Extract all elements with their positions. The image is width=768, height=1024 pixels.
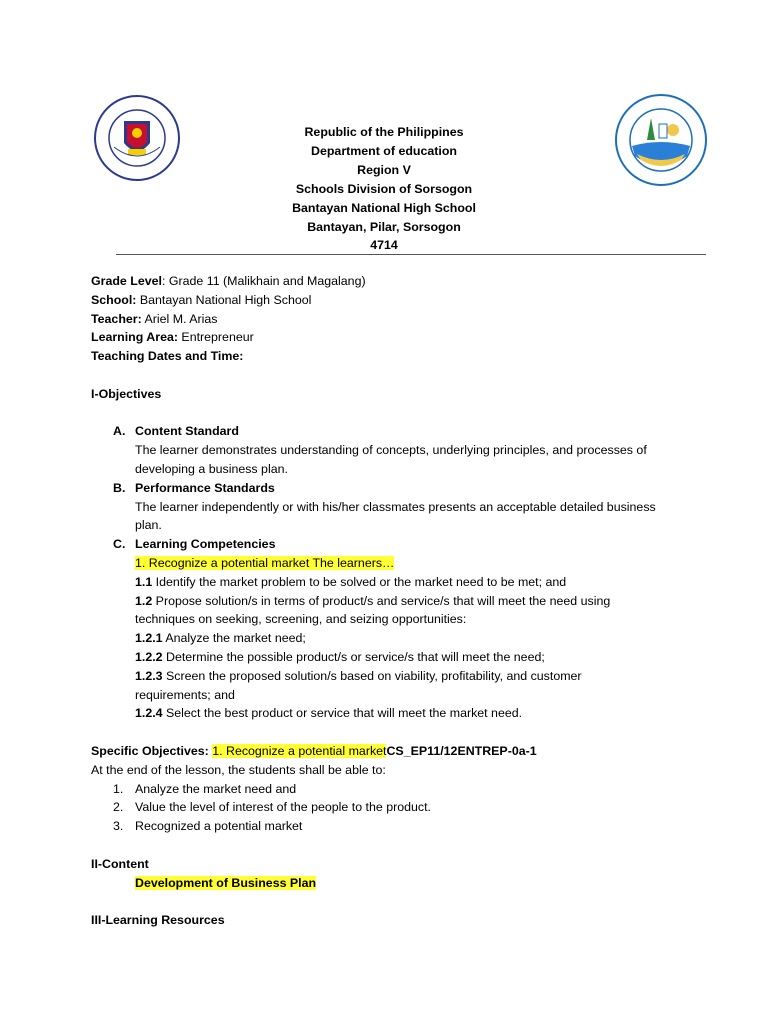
- content-topic-line: [91, 874, 701, 893]
- competency-1-2-1-text: Analyze the market need;: [162, 631, 306, 646]
- competency-1-2-2-num: 1.2.2: [135, 649, 163, 664]
- performance-standards-text-2: plan.: [135, 518, 162, 533]
- header-line-republic: Republic of the Philippines: [304, 125, 464, 139]
- grade-level-value: : Grade 11 (Malikhain and Magalang): [161, 274, 366, 288]
- school-value: Bantayan National High School: [136, 292, 312, 307]
- specific-objectives-line: [91, 742, 701, 761]
- content-heading: II-Content: [91, 856, 149, 871]
- document-header: [240, 123, 528, 255]
- performance-standards-text-1: The learner independently or with his/her classmates presents an acceptable detailed business: [135, 499, 656, 514]
- competency-1-1-num: 1.1: [135, 574, 153, 589]
- specific-objective-number: 2.: [113, 800, 124, 815]
- specific-objective-text: Value the level of interest of the people to the product.: [135, 800, 431, 815]
- deped-seal-logo: [94, 95, 180, 181]
- performance-standards-letter: B.: [113, 480, 126, 495]
- competency-1-2-4-num: 1.2.4: [135, 706, 163, 721]
- objectives-heading: I-Objectives: [91, 386, 162, 401]
- competency-1-2-3-num: 1.2.3: [135, 668, 163, 683]
- specific-objective-item: [91, 798, 701, 817]
- competency-1-2-2-text: Determine the possible product/s or service/s that will meet the need;: [162, 649, 545, 664]
- learning-competencies-letter: C.: [113, 537, 126, 552]
- specific-objective-number: 3.: [113, 819, 124, 834]
- learning-competencies-title: Learning Competencies: [135, 537, 276, 552]
- learning-area-value: Entrepreneur: [177, 330, 254, 345]
- content-standard-text-2: developing a business plan.: [135, 461, 288, 476]
- competency-1-2-2: [135, 648, 701, 667]
- competency-1-2-num: 1.2: [135, 593, 153, 608]
- competency-1-2-4: [135, 704, 701, 723]
- school-label: School:: [91, 292, 137, 307]
- grade-level-label: Grade Level: [91, 274, 162, 288]
- competency-1-2-3-cont: requirements; and: [135, 687, 235, 702]
- learning-area-label: Learning Area:: [91, 330, 178, 345]
- content-topic-highlight: Development of Business Plan: [135, 875, 317, 890]
- specific-objectives-label: Specific Objectives:: [91, 743, 209, 758]
- content-standard-letter: A.: [113, 424, 126, 439]
- specific-objectives-highlight: 1. Recognize a potential market: [212, 743, 387, 758]
- grade-level-line: [91, 272, 701, 291]
- competency-1-2-4-text: Select the best product or service that will meet the market need.: [162, 706, 523, 721]
- specific-objective-item: [91, 817, 701, 836]
- header-line-department: Department of education: [311, 143, 457, 158]
- specific-objective-item: [91, 780, 701, 799]
- competency-highlight: 1. Recognize a potential market The learners…: [135, 555, 395, 570]
- learning-resources-heading: III-Learning Resources: [91, 913, 225, 928]
- header-divider: [116, 254, 706, 255]
- teaching-dates-label: Teaching Dates and Time:: [91, 349, 244, 364]
- header-line-zip: 4714: [370, 238, 398, 253]
- content-standard-text-1: The learner demonstrates understanding of concepts, underlying principles, and processes of: [135, 443, 647, 458]
- teacher-label: Teacher:: [91, 311, 142, 326]
- teacher-value: Ariel M. Arias: [141, 311, 218, 326]
- competency-1-2-3: [135, 667, 701, 686]
- learning-area-line: [91, 328, 701, 347]
- competency-1-2-1: [135, 629, 701, 648]
- competency-1-1-text: Identify the market problem to be solved or the market need to be met; and: [152, 574, 567, 589]
- header-line-division: Schools Division of Sorsogon: [295, 181, 473, 196]
- specific-objective-text: Analyze the market need and: [135, 781, 297, 796]
- content-standard-section: [91, 422, 701, 478]
- specific-objectives-intro: At the end of the lesson, the students shall be able to:: [91, 762, 386, 777]
- header-line-region: Region V: [357, 162, 411, 177]
- content-standard-title: Content Standard: [135, 424, 239, 439]
- header-line-school: Bantayan National High School: [292, 200, 476, 215]
- learning-competencies-section: [91, 535, 701, 723]
- lesson-plan-body: [91, 272, 701, 930]
- header-line-address: Bantayan, Pilar, Sorsogon: [307, 219, 461, 234]
- specific-objective-number: 1.: [113, 781, 124, 796]
- school-line: [91, 291, 701, 310]
- competency-1-2-3-text: Screen the proposed solution/s based on viability, profitability, and customer: [162, 668, 582, 683]
- competency-1-2-1-num: 1.2.1: [135, 631, 163, 646]
- teacher-line: [91, 310, 701, 329]
- performance-standards-title: Performance Standards: [135, 480, 275, 495]
- specific-objective-text: Recognized a potential market: [135, 819, 303, 834]
- school-seal-logo: [615, 94, 707, 186]
- competency-1-2-text: Propose solution/s in terms of product/s and service/s that will meet the need using: [152, 593, 611, 608]
- competency-main-line: [135, 554, 701, 573]
- performance-standards-section: [91, 479, 701, 535]
- competency-code: CS_EP11/12ENTREP-0a-1: [386, 743, 537, 758]
- competency-1-2: [135, 592, 701, 611]
- competency-1-2-cont: techniques on seeking, screening, and seizing opportunities:: [135, 612, 467, 627]
- competency-1-1: [135, 573, 701, 592]
